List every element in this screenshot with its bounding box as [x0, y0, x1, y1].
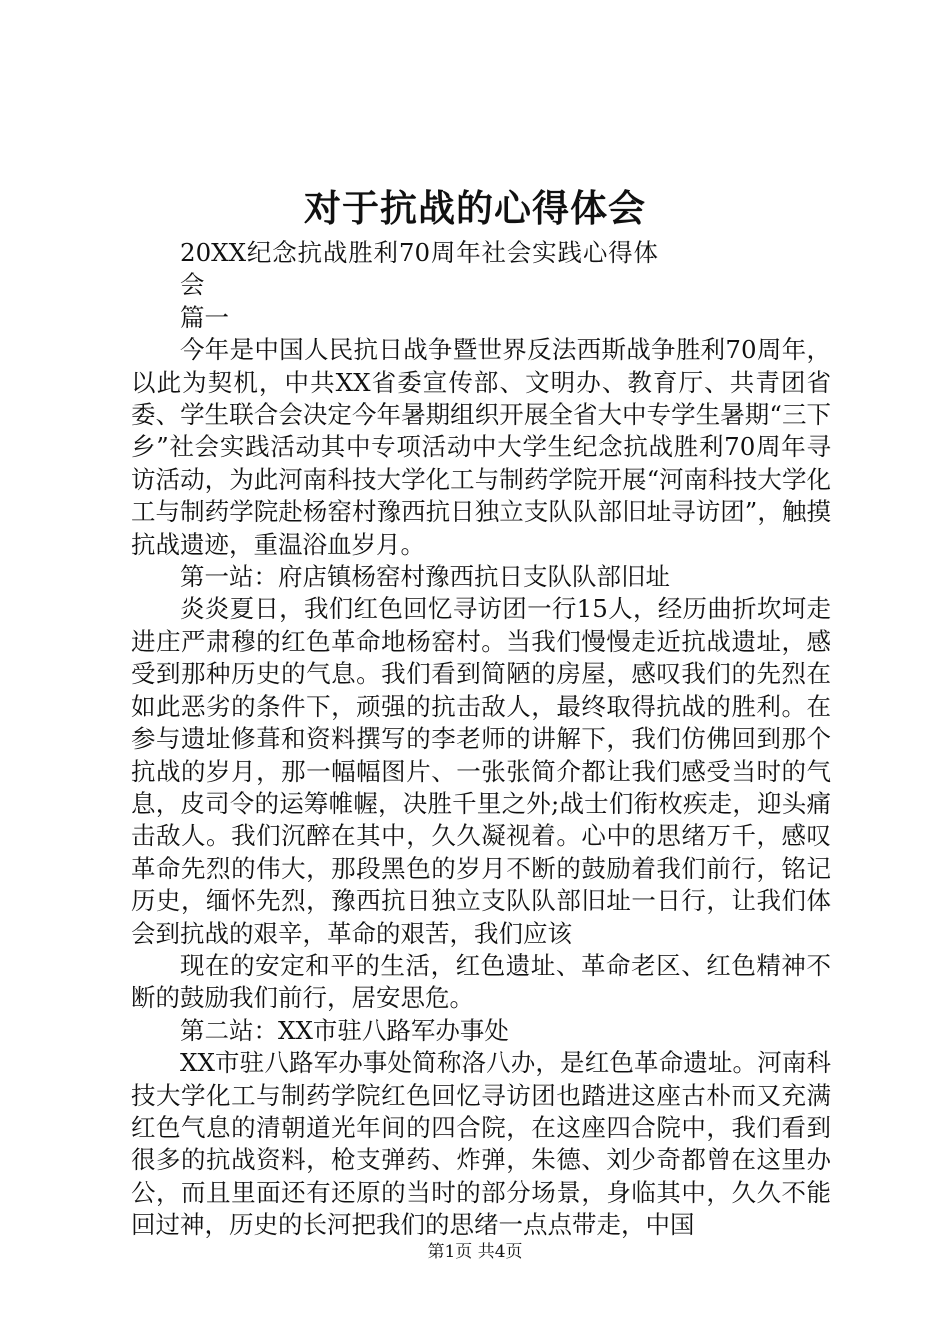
paragraph-stop-2-body: XX市驻八路军办事处简称洛八办，是红色革命遗址。河南科技大学化工与制药学院红色回忆寻访团也踏进这座古朴而又充满红色气息的清朝道光年间的四合院，在这座四合院中，我们看到很多的抗战资料，枪支弹药、炸弹，朱德、刘少奇都曾在这里办公，而且里面还有还原的当时的部分场景，身临其中，久久不能回过神，历史的长河把我们的思绪一点点带走，中国 — [131, 1048, 831, 1240]
paragraph-intro: 今年是中国人民抗日战争暨世界反法西斯战争胜利70周年，以此为契机，中共XX省委宣传部、文明办、教育厅、共青团省委、学生联合会决定今年暑期组织开展全省大中专学生暑期“三下乡”社会实践活动其中专项活动中大学生纪念抗战胜利70周年寻访活动，为此河南科技大学化工与制药学院开展“河南科技大学化工与制药学院赴杨窑村豫西抗日独立支队队部旧址寻访团”，触摸抗战遗迹，重温浴血岁月。 — [131, 335, 831, 559]
document-title: 对于抗战的心得体会 — [304, 186, 646, 230]
paragraph-stop-1-conclusion: 现在的安定和平的生活，红色遗址、革命老区、红色精神不断的鼓励我们前行，居安思危。 — [131, 950, 831, 1013]
subtitle: 20XX纪念抗战胜利70周年社会实践心得体会 — [180, 238, 658, 300]
document-body — [131, 237, 831, 1242]
paragraph-heading-stop-2: 第二站：XX市驻八路军办事处 — [180, 1015, 509, 1045]
paragraph-stop-1-body: 炎炎夏日，我们红色回忆寻访团一行15人，经历曲折坎坷走进庄严肃穆的红色革命地杨窑村。当我们慢慢走近抗战遗址，感受到那种历史的气息。我们看到简陋的房屋，感叹我们的先烈在如此恶劣的条件下，顽强的抗击敌人，最终取得抗战的胜利。在参与遗址修葺和资料撰写的李老师的讲解下，我们仿佛回到那个抗战的岁月，那一幅幅图片、一张张简介都让我们感受当时的气息，皮司令的运筹帷幄，决胜千里之外;战士们衔枚疾走，迎头痛击敌人。我们沉醉在其中，久久凝视着。心中的思绪万千，感叹革命先烈的伟大，那段黑色的岁月不断的鼓励着我们前行，铭记历史，缅怀先烈，豫西抗日独立支队队部旧址一日行，让我们体会到抗战的艰辛，革命的艰苦，我们应该 — [131, 594, 831, 948]
page-number: 第1页 共4页 — [427, 1242, 523, 1262]
paragraph-heading-stop-1: 第一站：府店镇杨窑村豫西抗日支队队部旧址 — [180, 562, 670, 592]
paragraph-section-label: 篇一 — [180, 302, 229, 332]
